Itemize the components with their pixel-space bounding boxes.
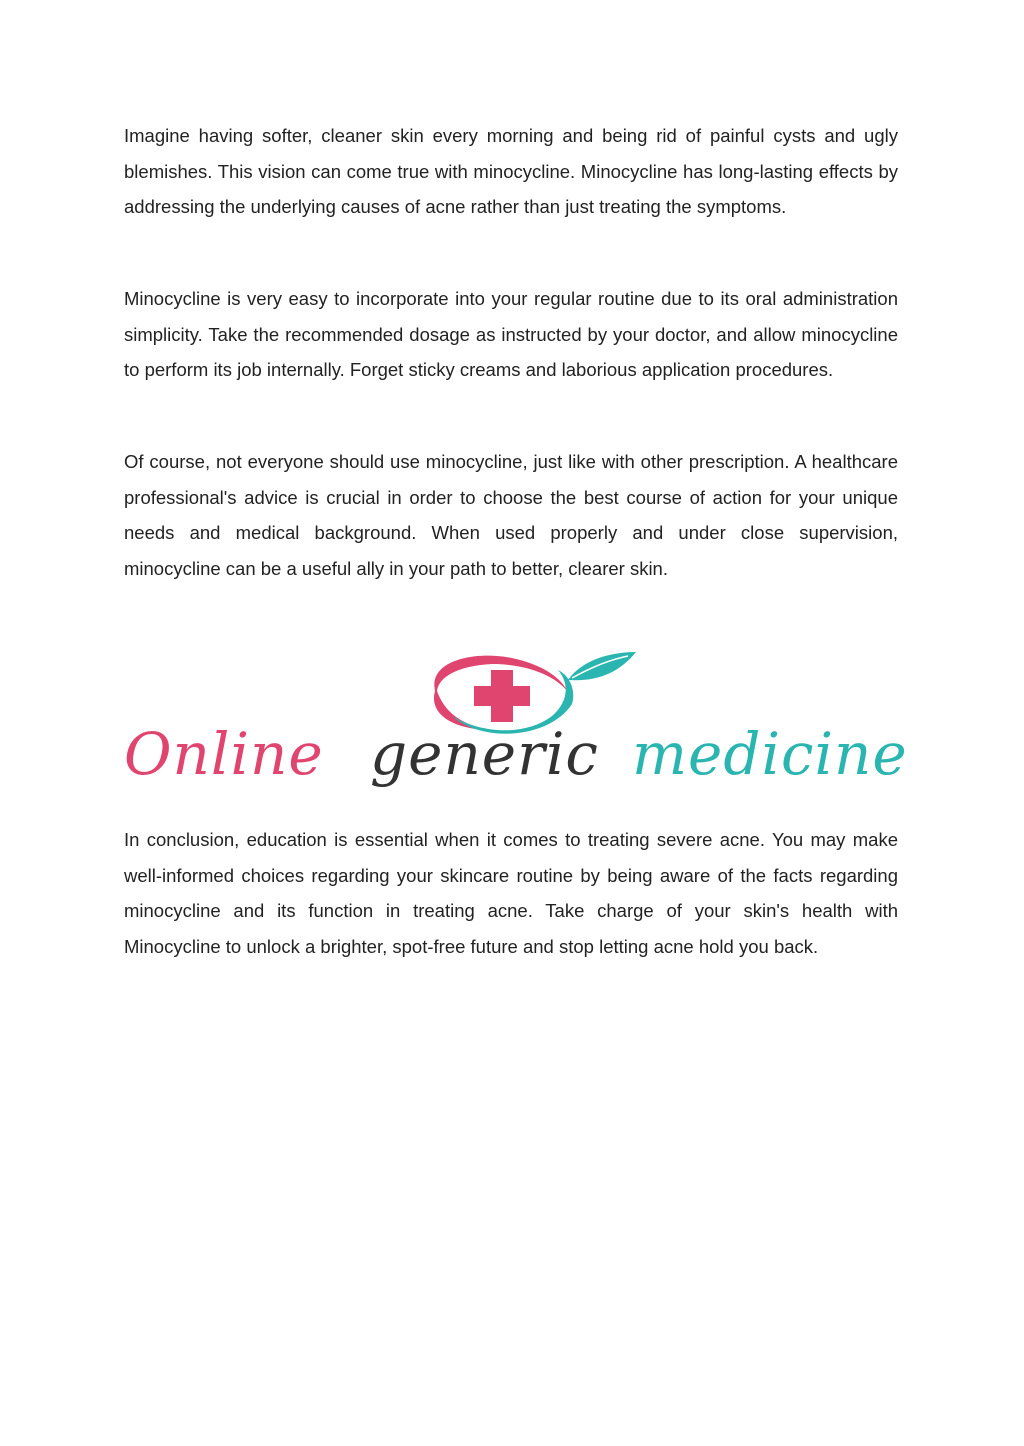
paragraph-administration: Minocycline is very easy to incorporate into your regular routine due to its oral administration simplicity. Take the recommended dosage as instructed by your doctor, and allow minocycline to perform its job internally. Forget sticky creams and laborious application procedures. (124, 288, 898, 380)
paragraph-intro: Imagine having softer, cleaner skin every morning and being rid of painful cysts and ugly blemishes. This vision can come true with minocycline. Minocycline has long-lasting effects by addressing the underlying causes of acne rather than just treating the symptoms. (124, 125, 898, 217)
online-generic-medicine-logo (120, 644, 910, 804)
logo-word-generic: generic (370, 720, 599, 788)
paragraph-caution: Of course, not everyone should use minocycline, just like with other prescription. A healthcare professional's advice is crucial in order to choose the best course of action for your unique needs and medical background. When used properly and under close supervision, minocycline can be a useful ally in your path to better, clearer skin. (124, 451, 898, 579)
logo-word-medicine: medicine (632, 720, 908, 788)
logo-word-online: Online (124, 720, 324, 788)
paragraph-conclusion: In conclusion, education is essential when it comes to treating severe acne. You may make well-informed choices regarding your skincare routine by being aware of the facts regarding minocycline and its function in treating acne. Take charge of your skin's health with Minocycline to unlock a brighter, spot-free future and stop letting acne hold you back. (124, 829, 898, 957)
